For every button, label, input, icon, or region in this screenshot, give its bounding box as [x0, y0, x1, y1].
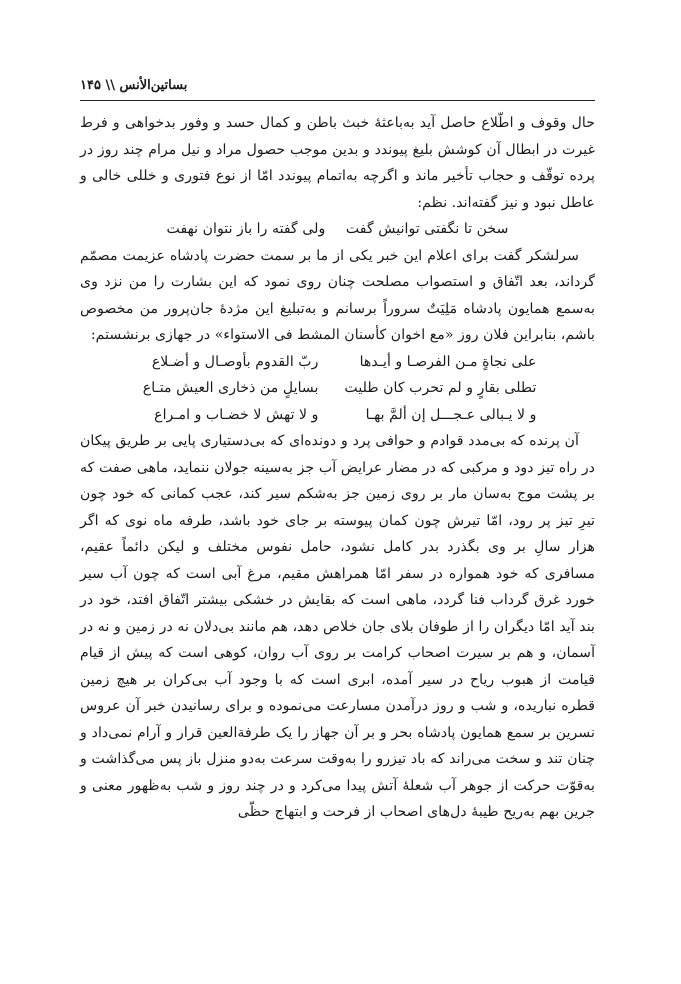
hemistich-left: و لا تهش لا خضـاب و امـراع: [154, 406, 319, 423]
text-line: طرفةالعین قرار و آرام نمی‌داد و چنان تند و سخت می‌راند که باد تیزرو را به‌وقت سرعت به‌دو: [80, 724, 595, 767]
text-line: همایون پادشاه مَلِیَتٌ سروراً برسانم و به‌تبلیغ این مژدهٔ جان‌پرور من مخصوص باشم، بنابراین: [80, 300, 595, 343]
text-line: خلاص دهد، هم مانند بی‌دلان نه در زمین و نه در آسمان، و هم بر سیرت اصحاب کرامت بر: [80, 618, 596, 661]
hemistich-right: تطلی بقارٍ و لم تحرب کان طلیت: [344, 380, 537, 396]
text-line: حال وقوف و اطّلاع حاصل آید به‌باعثهٔ خبث باطن و کمال حسد و وفور بدخواهی و فرط: [80, 115, 595, 131]
text-line: روی آب روان، کوهی است که پیش از قیام قیامت از هبوب ریاح در سیر آمده، ابری است که: [80, 645, 595, 688]
text-line: راه تیز دود و مرکبی که در مضار عرایض آب جز به‌سینه جولان ننماید، ماهی صفت که بر: [80, 459, 595, 502]
text-line: آن پرنده که بی‌مدد قوادم و حوافی پرد و دونده‌ای که بی‌دستیاری پایی بر طریق پیکان در: [80, 433, 595, 476]
hemistich-right: و لا یـبالی عـجـــل إن ألمَّ بهـا: [365, 406, 537, 423]
running-title: بساتین‌الأنس \\ ۱۴۵: [80, 78, 188, 93]
verse-hemistich-2: ولی گفته را باز نتوان نهفت: [166, 221, 326, 237]
text-line: سرلشکر گفت برای اعلام این خبر یکی از ما بر سمت حضرت پادشاه عزیمت مصمّم: [80, 247, 579, 264]
text-line: برای رسانیدن خبر آن عروس نسرین بر سمع همایون پادشاه بحر و بر آن جهاز را یک: [80, 698, 595, 741]
hemistich-left: ربّ القدوم بأوصـال و أضـلاع: [151, 353, 319, 370]
text-line: در سفر امّا همراهش مقیم، مرغ آبی است که چون آب سیر خورد غرق گرداب فنا گردد، ماهی: [80, 565, 596, 608]
arabic-poem: [80, 349, 595, 429]
verse-1: [80, 216, 595, 243]
verse-hemistich-1: سخن تا نگفتی توانیش گفت: [345, 221, 509, 237]
text-line: عاطل نبود و نیز گفته‌اند. نظم:: [417, 194, 595, 211]
text-line: غیرت در ابطال آن کوشش بلیغ پیوندد و بدین موجب حصول مراد و نیل مرام چند روز در: [80, 141, 595, 158]
text-line: و شب به‌ظهور معنی و جرین بهم به‌ریح طیبهٔ دل‌های اصحاب از فرحت و ابتهاج حظّی: [80, 777, 595, 820]
paragraph-3: [80, 428, 595, 826]
paragraph-2: [80, 243, 595, 349]
page-body: [80, 110, 595, 826]
text-line: پشت موج به‌سان مار بر روی زمین جز به‌شکم سیر کند، عجب کمانی که خود چون تیرِ تیز پر: [80, 486, 595, 529]
couplet-1: [80, 349, 595, 376]
hemistich-right: علی نجاةٍ مـن الفرصـا و أیـدها: [359, 353, 537, 370]
couplet-2: [80, 375, 595, 402]
text-line: است که بقایش در خشکی بیشتر اتّفاق افتد، خود در بند آید امّا دیگران را از طوفان بلای جان: [80, 592, 595, 635]
text-line: بگذرد بدر کامل نشود، حامل نفوس مختلف و لیکن دائماً عقیم، مسافری که خود همواره: [80, 539, 596, 582]
text-line: رود، امّا تیرش چون کمان پیوسته بر جای خود باشد، طرفه ماه نوی که اگر هزار سالِ بر وی: [80, 512, 596, 555]
text-line: پرده توقّف و حجاب تأخیر ماند و اگرچه به‌اتمام پیوندد امّا از نوع فتوری و خللی خالی و: [80, 168, 595, 184]
page-header: [80, 76, 595, 101]
text-line: منزل باز پس می‌گذاشت و به‌قوّت حرکت از جوهر آب شعلهٔ آتش پیدا می‌کرد و در چند روز: [80, 751, 595, 794]
text-line: با وجود آب بی‌کران بر هیچ زمین قطره نباریده، و شب و روز درآمدن مسارعت می‌نموده و: [80, 671, 595, 714]
hemistich-left: بسایلٍ من ذخاری العیش متـاع: [142, 380, 319, 396]
text-line: فلان روز «مع اخوان کأسنان المشط فی الاستواء» در جهازی برنشستم:: [90, 327, 509, 343]
paragraph-1: [80, 110, 595, 216]
couplet-3: [80, 402, 595, 429]
text-line: گرداند، بعد اتّفاق و استصواب مصلحت چنان روی نمود که این بشارت را من نزد وی به‌سمع: [80, 274, 596, 317]
